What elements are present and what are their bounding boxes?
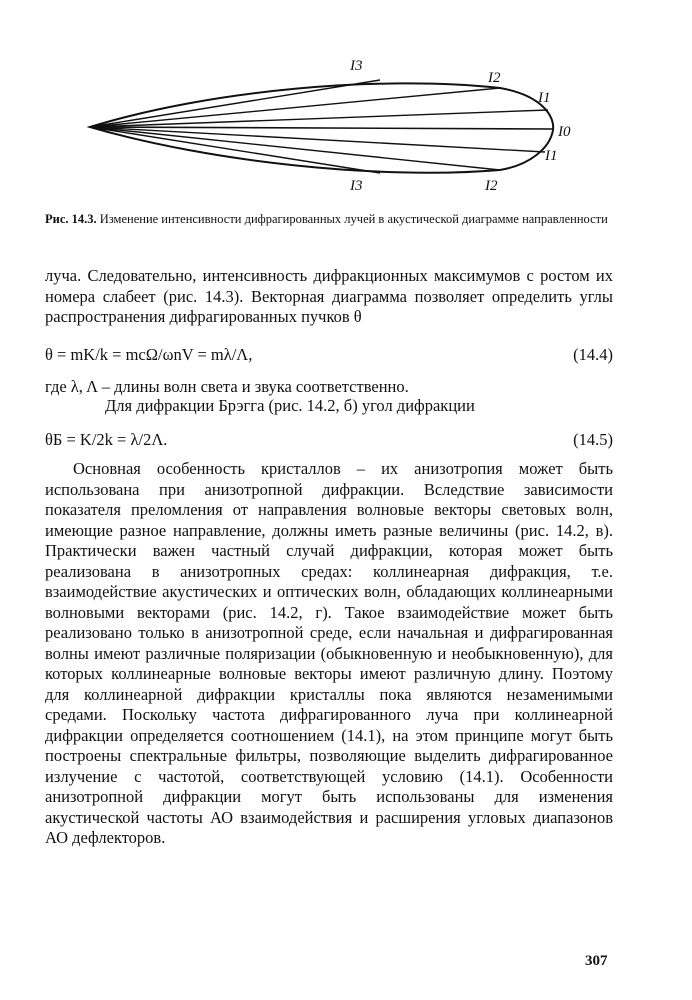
label-i2-top: I2 bbox=[488, 70, 501, 86]
equation-14-5 bbox=[45, 430, 613, 450]
equation-14-4-number: (14.4) bbox=[573, 345, 613, 364]
ray-i3-bottom bbox=[90, 127, 380, 173]
figure-caption bbox=[45, 211, 615, 228]
caption-prefix: Рис. 14.3. bbox=[45, 212, 97, 226]
label-i1-bottom: I1 bbox=[545, 148, 558, 164]
label-i3-top: I3 bbox=[350, 58, 363, 74]
directivity-diagram-figure bbox=[60, 40, 620, 210]
paragraph-2: Основная особенность кристаллов – их анизотропия может быть использована при анизотропной дифракции. Вследствие зависимости показателя преломления от направления волновые векторы световых волн, имеющие разное направление, должны иметь разные величины (рис. 14.2, в). Практически важен частный случай дифракции, которая может быть реализована в анизотропных средах: коллинеарная дифракция, т.е. взаимодействие акустических и оптических волн, обладающих коллинеарными волновыми векторами (рис. 14.2, г). Такое взаимодействие может быть реализовано только в анизотропной среде, если начальная и дифрагированная волны имеют различные поляризации (обыкновенную и необыкновенную), для которых коллинеарные волновые векторы имеют различную длину. Поэтому для коллинеарной дифракции кристаллы пока являются незаменимыми средами. Поскольку частота дифрагированного луча при коллинеарной дифракции определяется соотношением (14.1), на этом принципе могут быть построены спектральные фильтры, позволяющие выделить дифрагированное излучение с частотой, соответствующей условию (14.1). Особенности анизотропной дифракции могут быть использованы для изменения акустической частоты АО взаимодействия и расширения угловых диапазонов АО дефлекторов. bbox=[45, 459, 613, 847]
equation-14-5-text: θБ = K/2k = λ/2Λ. bbox=[45, 430, 168, 449]
label-i0: I0 bbox=[558, 124, 571, 140]
page-number: 307 bbox=[585, 953, 608, 969]
ray-i2-bottom bbox=[90, 127, 500, 170]
label-i2-bottom: I2 bbox=[485, 178, 498, 194]
paragraph-1: луча. Следовательно, интенсивность дифракционных максимумов с ростом их номера слабеет (рис. 14.3). Векторная диаграмма позволяет определить углы распространения дифрагированных пучков θ bbox=[45, 266, 613, 326]
equation-14-5-number: (14.5) bbox=[573, 430, 613, 449]
equation-14-4 bbox=[45, 345, 613, 365]
ray-i1-top bbox=[90, 110, 548, 127]
bragg-line: Для дифракции Брэгга (рис. 14.2, б) угол дифракции bbox=[105, 396, 475, 415]
label-i1-top: I1 bbox=[538, 90, 551, 106]
directivity-diagram bbox=[60, 40, 620, 210]
ray-i0 bbox=[90, 127, 553, 129]
where-line: где λ, Λ – длины волн света и звука соответственно. bbox=[45, 377, 409, 396]
equation-14-4-text: θ = mK/k = mcΩ/ωnV = mλ/Λ, bbox=[45, 345, 253, 364]
label-i3-bottom: I3 bbox=[350, 178, 363, 194]
caption-text: Изменение интенсивности дифрагированных лучей в акустической диаграмме направленности bbox=[99, 212, 608, 226]
ray-i1-bottom bbox=[90, 127, 545, 152]
